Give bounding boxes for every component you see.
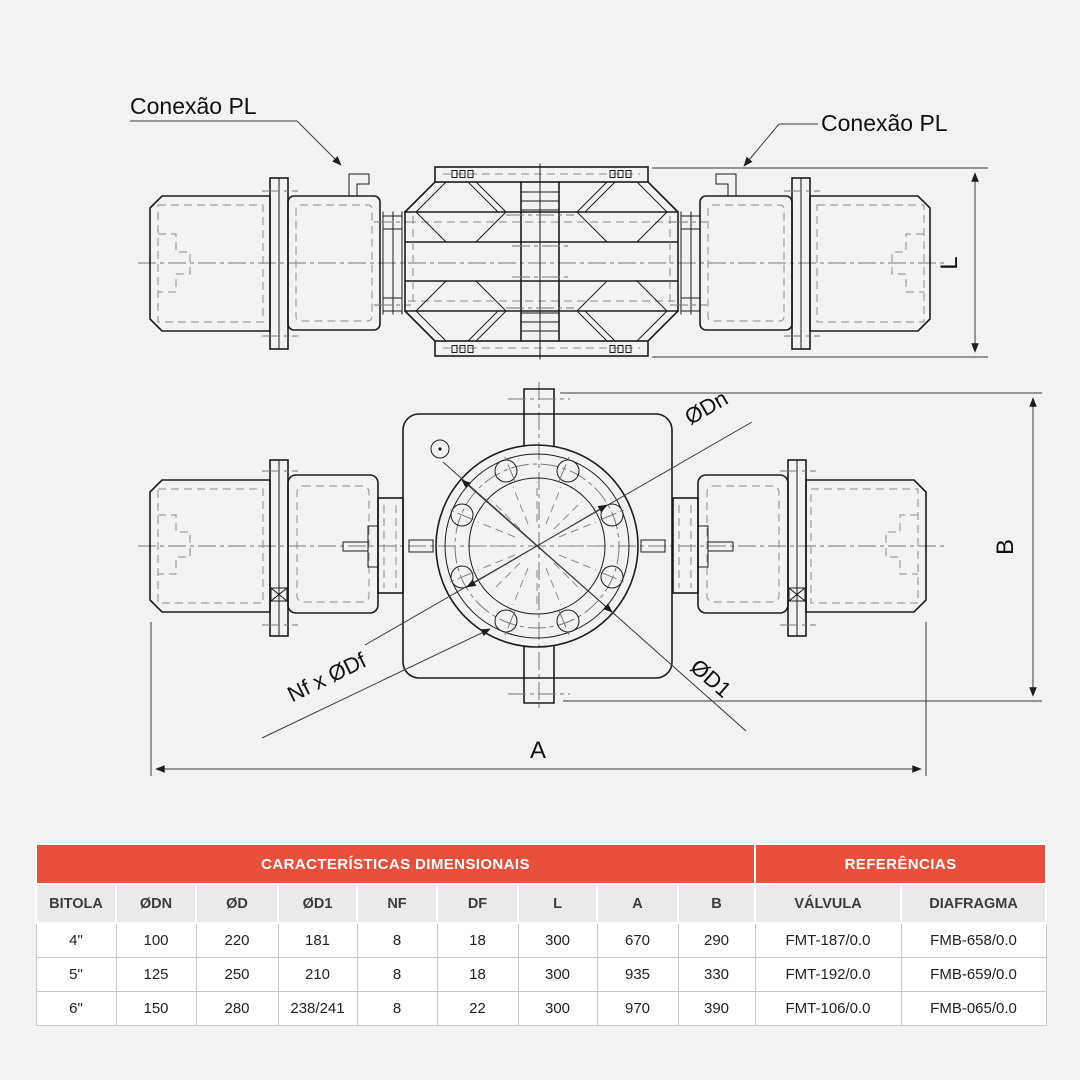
- table-cell: 280: [196, 992, 278, 1026]
- valve-central-body: [405, 164, 678, 359]
- dim-B-label: B: [992, 538, 1019, 556]
- left-housing: [288, 174, 380, 330]
- table-cell: 290: [678, 923, 755, 958]
- table-column-header: VÁLVULA: [755, 884, 901, 923]
- dimension-ODn: [365, 385, 752, 645]
- table-column-header: ØDN: [116, 884, 196, 923]
- table-cell: 125: [116, 958, 196, 992]
- table-cell: 300: [518, 923, 597, 958]
- table-group-header: REFERÊNCIAS: [755, 844, 1046, 884]
- table-column-header: DF: [437, 884, 518, 923]
- right-housing: [700, 174, 792, 330]
- table-cell: 300: [518, 958, 597, 992]
- table-cell: 935: [597, 958, 678, 992]
- dimension-B: [560, 393, 1042, 701]
- table-cell: 100: [116, 923, 196, 958]
- table-column-header: L: [518, 884, 597, 923]
- pl-connection-left-fitting: [349, 174, 369, 196]
- table-cell: 18: [437, 958, 518, 992]
- pl-connection-right-fitting: [716, 174, 736, 196]
- dimensions-table: [35, 843, 1047, 1026]
- front-view: [138, 382, 1042, 776]
- table-column-header: ØD: [196, 884, 278, 923]
- connection-left-label: Conexão PL: [130, 93, 257, 119]
- table-cell: 4": [36, 923, 116, 958]
- table-cell: 220: [196, 923, 278, 958]
- table-cell: 330: [678, 958, 755, 992]
- table-group-header: CARACTERÍSTICAS DIMENSIONAIS: [36, 844, 755, 884]
- callout-connection-left: [130, 93, 341, 165]
- dim-ODn-label: ØDn: [680, 385, 733, 430]
- table-cell: 18: [437, 923, 518, 958]
- dim-NfxODf-label: Nf x ØDf: [283, 647, 371, 707]
- table-cell: 6": [36, 992, 116, 1026]
- table-cell: 150: [116, 992, 196, 1026]
- table-column-header: NF: [357, 884, 437, 923]
- table-column-header: DIAFRAGMA: [901, 884, 1046, 923]
- table-column-header: ØD1: [278, 884, 357, 923]
- table-cell: FMB-065/0.0: [901, 992, 1046, 1026]
- table-cell: 181: [278, 923, 357, 958]
- table-column-header: A: [597, 884, 678, 923]
- front-right-assembly: [673, 460, 926, 636]
- dim-OD1-label: ØD1: [685, 654, 737, 703]
- table-cell: 250: [196, 958, 278, 992]
- table-column-header: B: [678, 884, 755, 923]
- table-cell: 970: [597, 992, 678, 1026]
- table-column-header-row: [36, 884, 1046, 923]
- table-cell: 8: [357, 958, 437, 992]
- table-cell: 22: [437, 992, 518, 1026]
- table-cell: FMB-659/0.0: [901, 958, 1046, 992]
- side-view: [130, 93, 988, 359]
- table-cell: 210: [278, 958, 357, 992]
- table-row: [36, 923, 1046, 958]
- front-left-assembly: [150, 460, 403, 636]
- callout-connection-right: [744, 110, 948, 166]
- table-cell: 390: [678, 992, 755, 1026]
- dim-A-label: A: [529, 737, 547, 764]
- table-cell: FMB-658/0.0: [901, 923, 1046, 958]
- dim-L-label: L: [936, 256, 963, 270]
- table-cell: 5": [36, 958, 116, 992]
- dimension-NfxODf: [262, 629, 490, 738]
- table-group-header-row: [36, 844, 1046, 884]
- table-cell: 300: [518, 992, 597, 1026]
- table-cell: 8: [357, 923, 437, 958]
- table-cell: 238/241: [278, 992, 357, 1026]
- table-cell: FMT-192/0.0: [755, 958, 901, 992]
- table-column-header: BITOLA: [36, 884, 116, 923]
- connection-right-label: Conexão PL: [821, 110, 948, 136]
- table-cell: 8: [357, 992, 437, 1026]
- table-cell: FMT-187/0.0: [755, 923, 901, 958]
- table-cell: FMT-106/0.0: [755, 992, 901, 1026]
- table-cell: 670: [597, 923, 678, 958]
- dimension-OD1: [443, 462, 746, 731]
- table-row: [36, 958, 1046, 992]
- table-row: [36, 992, 1046, 1026]
